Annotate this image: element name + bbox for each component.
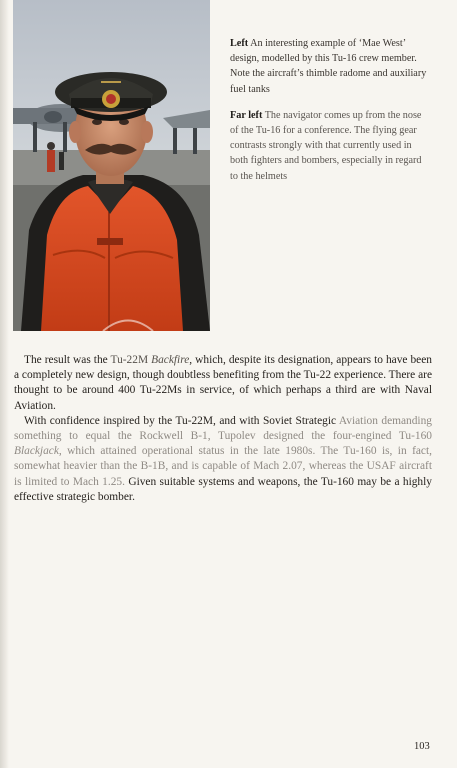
text-run: With confidence inspired by the Tu-22M, and with Soviet Strategic: [24, 414, 339, 427]
crew-member-photo: [13, 0, 210, 331]
article-body: [14, 353, 432, 505]
caption-lead: Far left: [230, 109, 263, 121]
text-run: , which, despite its designation, appears to have been a completely new design, though doubtless benefiting from the Tu-22 experience. There are thought to be around 400 Tu-22Ms in service, of which perhaps a third are with Naval Aviation.: [14, 354, 432, 412]
aircraft-name: Blackjack: [14, 445, 59, 458]
caption-far-left: [230, 108, 430, 184]
text-run: , which attained operational status in the late 1980s. The Tu-160 is, in fact, somewhat heavier than the B-1B, and is capable of Mach 2.07, whereas the USAF aircraft is limited to Mach 1.25.: [14, 445, 432, 488]
caption-left: [230, 36, 430, 97]
caption-text: The navigator comes up from the nose of the Tu-16 for a conference. The flying gear contrasts strongly with that currently used in both fighters and bombers, especially in regard to the helmets: [230, 109, 422, 182]
caption-text: An interesting example of ‘Mae West’ design, modelled by this Tu-16 crew member. Note the aircraft’s thimble radome and auxiliary fuel tanks: [230, 38, 427, 95]
paragraph-blackjack: [14, 414, 432, 505]
photo-captions: [230, 36, 430, 195]
caption-lead: Left: [230, 38, 249, 49]
page-binding-edge: [0, 0, 9, 768]
text-run: Given suitable systems and weapons, the Tu-160 may be a highly effective strategic bomber.: [14, 475, 432, 503]
text-run: Aviation demanding something to equal the Rockwell B-1, Tupolev designed the four-engined Tu-160: [14, 414, 432, 443]
paragraph-backfire: [14, 353, 432, 414]
page-number: 103: [414, 741, 430, 752]
text-run: The result was the: [24, 354, 111, 366]
text-run: Tu-22M: [110, 354, 152, 366]
aircraft-name: Backfire: [151, 354, 190, 366]
